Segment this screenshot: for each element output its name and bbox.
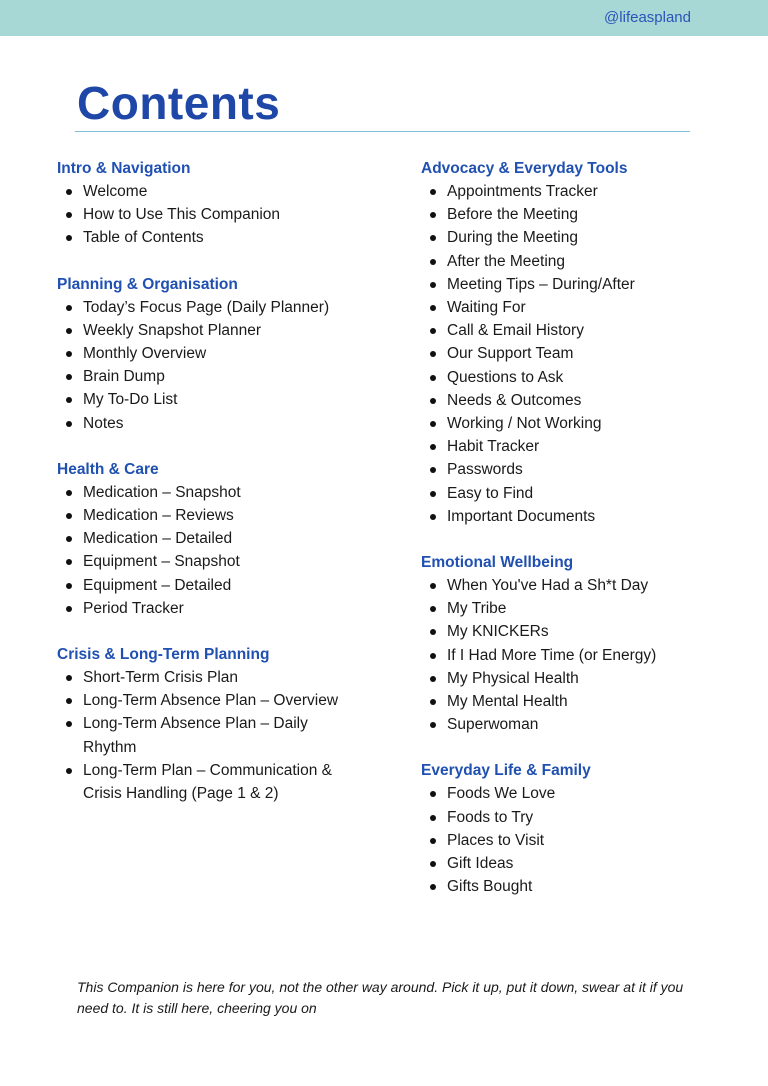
contents-item[interactable]: Medication – Detailed <box>57 527 357 550</box>
section-heading[interactable]: Planning & Organisation <box>57 275 238 293</box>
contents-item[interactable]: If I Had More Time (or Energy) <box>421 644 721 667</box>
contents-column-right <box>421 157 721 921</box>
section-list <box>421 180 721 528</box>
section-heading[interactable]: Emotional Wellbeing <box>421 554 574 572</box>
contents-item[interactable]: Important Documents <box>421 505 721 528</box>
contents-item[interactable]: My Tribe <box>421 597 721 620</box>
section-heading[interactable]: Advocacy & Everyday Tools <box>421 160 628 177</box>
title-divider <box>75 131 690 132</box>
contents-item[interactable]: How to Use This Companion <box>57 203 357 226</box>
contents-item[interactable]: Habit Tracker <box>421 435 721 458</box>
section-heading[interactable]: Everyday Life & Family <box>421 762 591 780</box>
page-title: Contents <box>77 77 281 129</box>
contents-item[interactable]: Equipment – Detailed <box>57 574 357 597</box>
contents-column-left <box>57 157 357 828</box>
contents-item[interactable]: Foods to Try <box>421 806 721 829</box>
contents-item[interactable]: Short-Term Crisis Plan <box>57 666 357 689</box>
social-handle[interactable]: @lifeaspland <box>604 9 691 26</box>
contents-item[interactable]: Monthly Overview <box>57 342 357 365</box>
contents-item[interactable]: My Physical Health <box>421 667 721 690</box>
contents-item[interactable]: Gifts Bought <box>421 875 721 898</box>
section-list <box>57 296 357 435</box>
section-intro-navigation <box>57 157 357 250</box>
section-emotional-wellbeing <box>421 551 721 736</box>
section-planning-organisation <box>57 273 357 435</box>
contents-item[interactable]: Long-Term Absence Plan – Overview <box>57 689 357 712</box>
contents-item[interactable]: Weekly Snapshot Planner <box>57 319 357 342</box>
section-crisis-long-term-planning <box>57 643 357 805</box>
contents-item[interactable]: My To-Do List <box>57 388 357 411</box>
contents-item[interactable]: Table of Contents <box>57 226 357 249</box>
section-health-care <box>57 458 357 620</box>
contents-item[interactable]: Period Tracker <box>57 597 357 620</box>
section-list <box>421 782 721 898</box>
section-heading[interactable]: Intro & Navigation <box>57 160 191 177</box>
contents-item[interactable]: My KNICKERs <box>421 620 721 643</box>
contents-item[interactable]: Long-Term Plan – Communication & Crisis Handling (Page 1 & 2) <box>57 759 357 805</box>
section-list <box>57 481 357 620</box>
contents-item[interactable]: My Mental Health <box>421 690 721 713</box>
contents-item[interactable]: Passwords <box>421 458 721 481</box>
section-everyday-life-family <box>421 759 721 898</box>
contents-item[interactable]: Working / Not Working <box>421 412 721 435</box>
footer-note: This Companion is here for you, not the other way around. Pick it up, put it down, swear at it if you need to. It is still here, cheering you on <box>77 979 684 1016</box>
contents-item[interactable]: Welcome <box>57 180 357 203</box>
contents-item[interactable]: Questions to Ask <box>421 366 721 389</box>
contents-item[interactable]: After the Meeting <box>421 250 721 273</box>
contents-item[interactable]: Notes <box>57 412 357 435</box>
contents-item[interactable]: Superwoman <box>421 713 721 736</box>
contents-item[interactable]: Easy to Find <box>421 482 721 505</box>
contents-item[interactable]: Gift Ideas <box>421 852 721 875</box>
contents-item[interactable]: Foods We Love <box>421 782 721 805</box>
contents-item[interactable]: Long-Term Absence Plan – Daily Rhythm <box>57 712 357 758</box>
section-list <box>57 666 357 805</box>
contents-item[interactable]: Medication – Reviews <box>57 504 357 527</box>
contents-item[interactable]: Medication – Snapshot <box>57 481 357 504</box>
contents-item[interactable]: Our Support Team <box>421 342 721 365</box>
contents-item[interactable]: Meeting Tips – During/After <box>421 273 721 296</box>
contents-item[interactable]: Today’s Focus Page (Daily Planner) <box>57 296 357 319</box>
contents-item[interactable]: Equipment – Snapshot <box>57 550 357 573</box>
contents-item[interactable]: Needs & Outcomes <box>421 389 721 412</box>
section-list <box>57 180 357 250</box>
contents-item[interactable]: Waiting For <box>421 296 721 319</box>
contents-item[interactable]: During the Meeting <box>421 226 721 249</box>
contents-item[interactable]: Appointments Tracker <box>421 180 721 203</box>
section-heading[interactable]: Crisis & Long-Term Planning <box>57 646 270 664</box>
section-heading[interactable]: Health & Care <box>57 460 159 478</box>
header-bar <box>0 0 768 36</box>
contents-item[interactable]: Call & Email History <box>421 319 721 342</box>
section-advocacy-everyday-tools <box>421 157 721 528</box>
contents-item[interactable]: Brain Dump <box>57 365 357 388</box>
contents-item[interactable]: When You've Had a Sh*t Day <box>421 574 721 597</box>
contents-item[interactable]: Places to Visit <box>421 829 721 852</box>
contents-item[interactable]: Before the Meeting <box>421 203 721 226</box>
section-list <box>421 574 721 736</box>
